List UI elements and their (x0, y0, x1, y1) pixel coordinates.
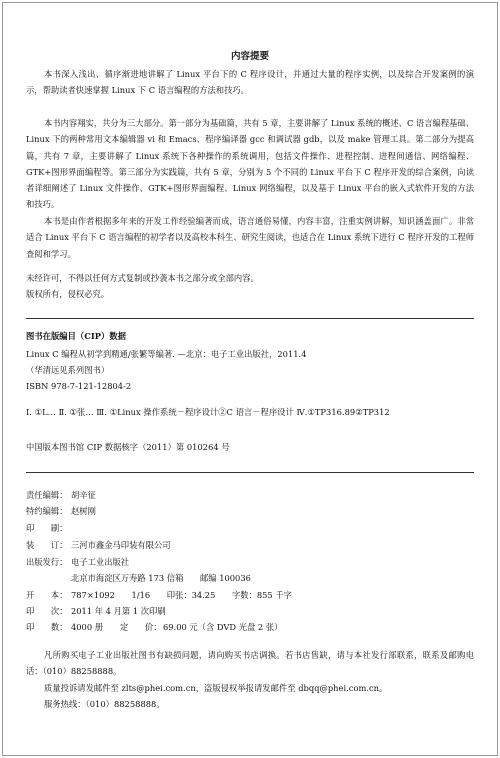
editor-value: 胡辛征 (71, 490, 96, 500)
cip-heading: 图书在版编目（CIP）数据 (26, 331, 126, 341)
cip-classification: Ⅰ. ①L… Ⅱ. ①张… Ⅲ. ①Linux 操作系统－程序设计②C 语言－程序设计 Ⅳ.①TP316.89②TP312 (26, 407, 390, 417)
summary-paragraph-3: 本书是由作者根据多年来的开发工作经验编著而成，语言通俗易懂，内容丰富，注重实例讲解，知识涵盖面广。非常适合 Linux 平台下 C 语言编程的初学者以及高校本科生、研究生阅读，也适合在 Linux 系统下进行 C 程序开发的工程师查阅和学习。 (26, 216, 474, 259)
notice-email: 质量投诉请发邮件至 zlts@phei.com.cn，盗版侵权举报请发邮件至 dbqq@phei.com.cn。 (44, 683, 388, 693)
special-editor-label: 特约编辑： (26, 506, 68, 516)
publisher-address: 北京市海淀区万寿路 173 信箱 邮编 100036 (71, 573, 251, 583)
cip-line-2: （华清远见系列图书） (26, 365, 110, 375)
print-label: 印 刷： (26, 523, 68, 533)
format-value: 787×1092 1/16 印张：34.25 字数：855 千字 (71, 590, 292, 600)
edition-value: 2011 年 4 月第 1 次印刷 (71, 606, 166, 616)
editor-label: 责任编辑： (26, 490, 68, 500)
copies-label: 印 数： (26, 622, 68, 632)
format-label: 开 本： (26, 590, 68, 600)
special-editor-value: 赵树刚 (71, 506, 96, 516)
notice-returns: 凡所购买电子工业出版社图书有缺损问题，请向购买书店调换。若书店售缺，请与本社发行部联系，联系及邮购电话：（010）88258888。 (26, 650, 474, 677)
section-divider-2 (26, 472, 474, 473)
price-label: 定 价： (120, 622, 162, 632)
rights-notice: 未经许可，不得以任何方式复制或抄袭本书之部分或全部内容。 (26, 273, 259, 283)
edition-label: 印 次： (26, 606, 68, 616)
binding-value: 三河市鑫金马印装有限公司 (71, 540, 171, 550)
cip-number: 中国版本图书馆 CIP 数据核字（2011）第 010264 号 (26, 442, 230, 452)
cip-isbn: ISBN 978-7-121-12804-2 (26, 381, 132, 391)
cip-line-1: Linux C 编程从初学到精通/张繁等编著. —北京：电子工业出版社，2011.4 (26, 349, 307, 359)
rights-reserved: 版权所有，侵权必究。 (26, 289, 110, 299)
publisher-label: 出版发行： (26, 557, 68, 567)
price-value: 69.00 元（含 DVD 光盘 2 张） (163, 622, 283, 632)
summary-paragraph-2: 本书内容翔实，共分为三大部分。第一部分为基础篇，共有 5 章，主要讲解了 Linux 系统的概述、C 语言编程基础、Linux 下的两种常用文本编辑器 vi 和 Emacs、程序编译器 gcc 和调试器 gdb，以及 make 管理工具。第二部分为提高篇，共有 7 章，主要讲解了 Linux 系统下各种操作的系统调用，包括文件操作、进程控制、进程间通信、网络编程、GTK+图形界面编程等。第三部分为实践篇，共有 5 章，分别为 5 个不同的 Linux 平台下 C 程序开发的综合案例，向读者详细阐述了 Linux 文件操作、GTK+图形界面编程、Linux 网络编程，以及基于 Linux 平台的嵌入式软件开发的方法和技巧。 (26, 118, 475, 210)
summary-title: 内容提要 (230, 51, 269, 62)
binding-label: 装 订： (26, 540, 68, 550)
section-divider (26, 318, 474, 319)
publisher-value: 电子工业出版社 (71, 557, 130, 567)
summary-paragraph-1: 本书深入浅出、循序渐进地讲解了 Linux 平台下的 C 程序设计，并通过大量的程序实例，以及综合开发案例的演示，帮助读者快速掌握 Linux 下 C 语言编程的方法和技巧。 (26, 69, 474, 96)
copies-value: 4000 册 (71, 622, 104, 632)
notice-hotline: 服务热线：（010）88258888。 (44, 699, 165, 709)
